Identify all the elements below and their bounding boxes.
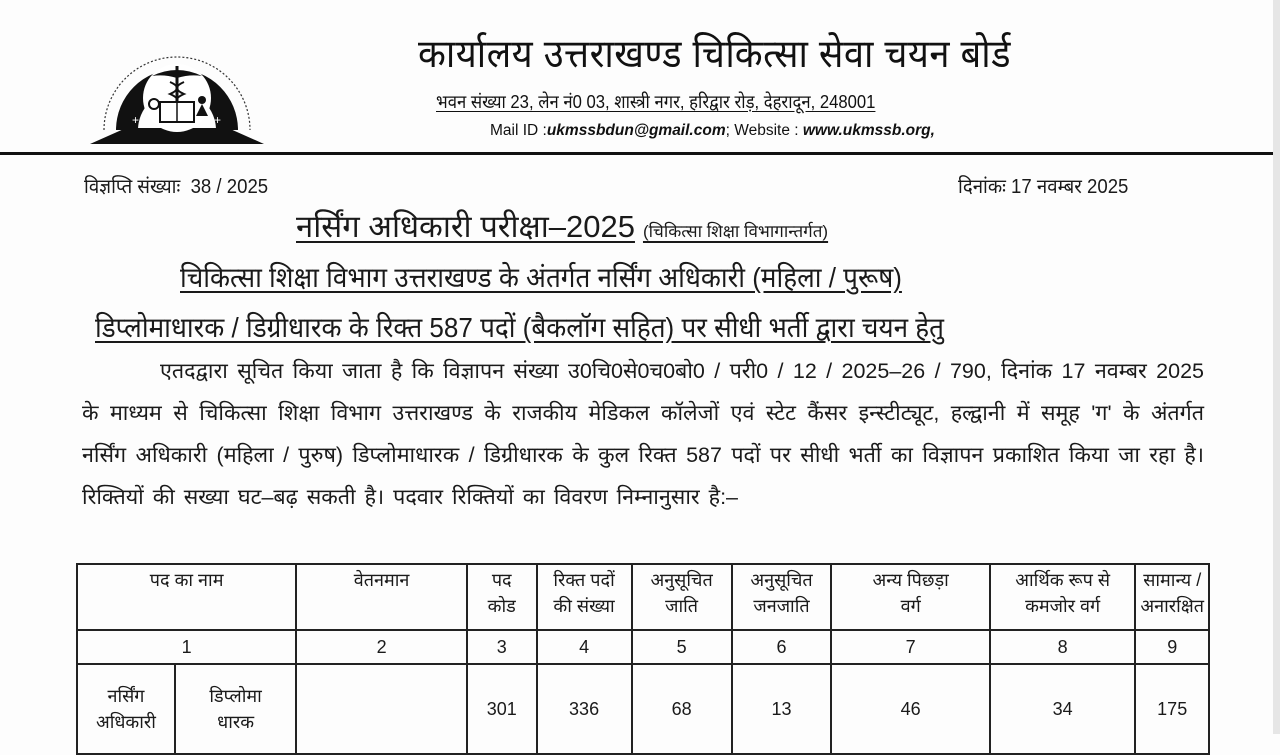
page-edge [1273, 0, 1280, 734]
obc-cell: 46 [831, 664, 989, 754]
exam-heading [296, 205, 828, 247]
mail-label: Mail ID : [490, 122, 547, 139]
column-number: 3 [467, 630, 537, 664]
office-address: भवन संख्या 23, लेन नं0 03, शास्त्री नगर, हरिद्वार रोड़, देहरादून, 248001 [436, 91, 876, 112]
website-link[interactable]: www.ukmssb.org, [802, 122, 935, 139]
header-pay-scale: वेतनमान [296, 564, 467, 630]
caduceus-emblem-icon [86, 18, 268, 146]
mail-link[interactable]: ukmssbdun@gmail.com [546, 122, 726, 139]
notice-date-label: दिनांकः [958, 176, 1006, 198]
st-cell: 13 [732, 664, 832, 754]
ews-cell: 34 [990, 664, 1136, 754]
post-code-cell: 301 [467, 664, 537, 754]
table-header-row [77, 564, 1209, 630]
column-number: 2 [296, 630, 467, 664]
column-number: 9 [1135, 630, 1209, 664]
vacancies-cell: 336 [537, 664, 632, 754]
notice-number [84, 172, 268, 199]
notice-paragraph [82, 350, 1204, 518]
column-number: 8 [990, 630, 1136, 664]
post-type-cell: डिप्लोमा धारक [175, 664, 296, 754]
subject-line-2: डिप्लोमाधारक / डिग्रीधारक के रिक्त 587 पदों (बैकलॉग सहित) पर सीधी भर्ती द्वारा चयन हेतु [95, 312, 944, 343]
vacancy-table [76, 563, 1210, 755]
general-cell: 175 [1135, 664, 1209, 754]
header-post-name: पद का नाम [77, 564, 296, 630]
notice-date [958, 172, 1128, 199]
letterhead-divider [0, 152, 1273, 155]
sc-cell: 68 [632, 664, 732, 754]
column-number: 6 [732, 630, 832, 664]
pay-scale-cell [296, 664, 467, 754]
column-number: 7 [831, 630, 989, 664]
notice-number-value: 38 / 2025 [190, 176, 269, 198]
header-post-code: पद कोड [467, 564, 537, 630]
exam-subtitle: (चिकित्सा शिक्षा विभागान्तर्गत) [642, 222, 829, 241]
notice-number-label: विज्ञप्ति संख्याः [84, 176, 181, 198]
svg-text:+: + [132, 113, 140, 127]
organization-name: कार्यालय उत्तराखण्ड चिकित्सा सेवा चयन बोर्ड [418, 33, 1012, 76]
board-logo [86, 18, 268, 146]
post-group-cell: नर्सिंग अधिकारी [77, 664, 175, 754]
notice-date-value: 17 नवम्बर 2025 [1011, 176, 1129, 198]
subject-line-1: चिकित्सा शिक्षा विभाग उत्तराखण्ड के अंतर्गत नर्सिंग अधिकारी (महिला / पुरूष) [180, 262, 902, 293]
website-label: ; Website : [725, 122, 803, 139]
table-row [77, 664, 1209, 754]
header-vacancies: रिक्त पदों की संख्या [537, 564, 632, 630]
contact-line [490, 122, 935, 140]
header-st: अनुसूचित जनजाति [732, 564, 832, 630]
column-number: 1 [77, 630, 296, 664]
column-number-row [77, 630, 1209, 664]
header-ews: आर्थिक रूप से कमजोर वर्ग [990, 564, 1136, 630]
header-obc: अन्य पिछड़ा वर्ग [831, 564, 989, 630]
svg-text:+: + [214, 113, 222, 127]
notice-paragraph-text: एतदद्वारा सूचित किया जाता है कि विज्ञापन संख्या उ0चि0से0च0बो0 / परी0 / 12 / 2025–26 / 790, दिनांक 17 नवम्बर 2025 के माध्यम से चिकित्सा शिक्षा विभाग उत्तराखण्ड के राजकीय मेडिकल कॉलेजों एवं स्टेट कैंसर इन्स्टीट्यूट, हल्द्वानी में समूह 'ग' के अंतर्गत नर्सिंग अधिकारी (महिला / पुरुष) डिप्लोमाधारक / डिग्रीधारक के कुल रिक्त 587 पदों पर सीधी भर्ती का विज्ञापन प्रकाशित किया जा रहा है। रिक्तियों की सख्या घट–बढ़ सकती है। पदवार रिक्तियों का विवरण निम्नानुसार है:– [82, 359, 1204, 509]
header-sc: अनुसूचित जाति [632, 564, 732, 630]
column-number: 5 [632, 630, 732, 664]
header-general: सामान्य / अनारक्षित [1135, 564, 1209, 630]
exam-title: नर्सिंग अधिकारी परीक्षा–2025 [296, 209, 635, 244]
column-number: 4 [537, 630, 632, 664]
